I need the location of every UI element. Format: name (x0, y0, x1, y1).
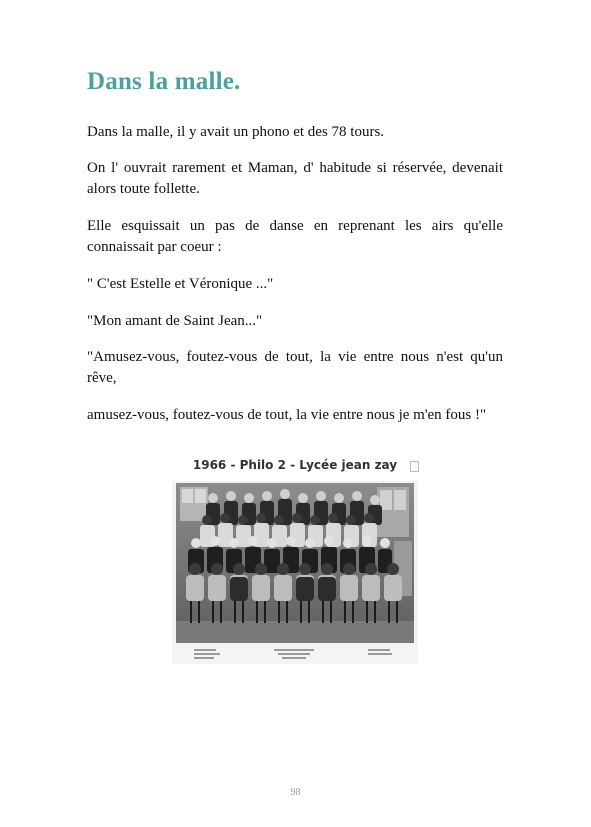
paragraph: Dans la malle, il y avait un phono et des 78 tours. (87, 124, 385, 140)
paragraph: "Amusez-vous, foutez-vous de tout, la vie entre nous n'est qu'un rêve, (87, 349, 503, 386)
class-photo (172, 481, 418, 664)
page-number: 98 (290, 787, 301, 798)
photo-caption: 1966 - Philo 2 - Lycée jean zay (192, 458, 398, 472)
paragraph: On l' ouvrait rarement et Maman, d' habitude si réservée, devenait alors toute follette. (87, 160, 503, 197)
paragraph: "Mon amant de Saint Jean..." (87, 313, 263, 329)
paragraph: " C'est Estelle et Véronique ..." (87, 276, 274, 292)
page-title: Dans la malle. (87, 68, 241, 95)
paragraph: Elle esquissait un pas de danse en reprenant les airs qu'elle connaissait par coeur : (87, 218, 503, 255)
document-icon (410, 461, 419, 472)
paragraph: amusez-vous, foutez-vous de tout, la vie entre nous je m'en fous !" (87, 407, 487, 423)
class-photo-image (172, 481, 418, 664)
